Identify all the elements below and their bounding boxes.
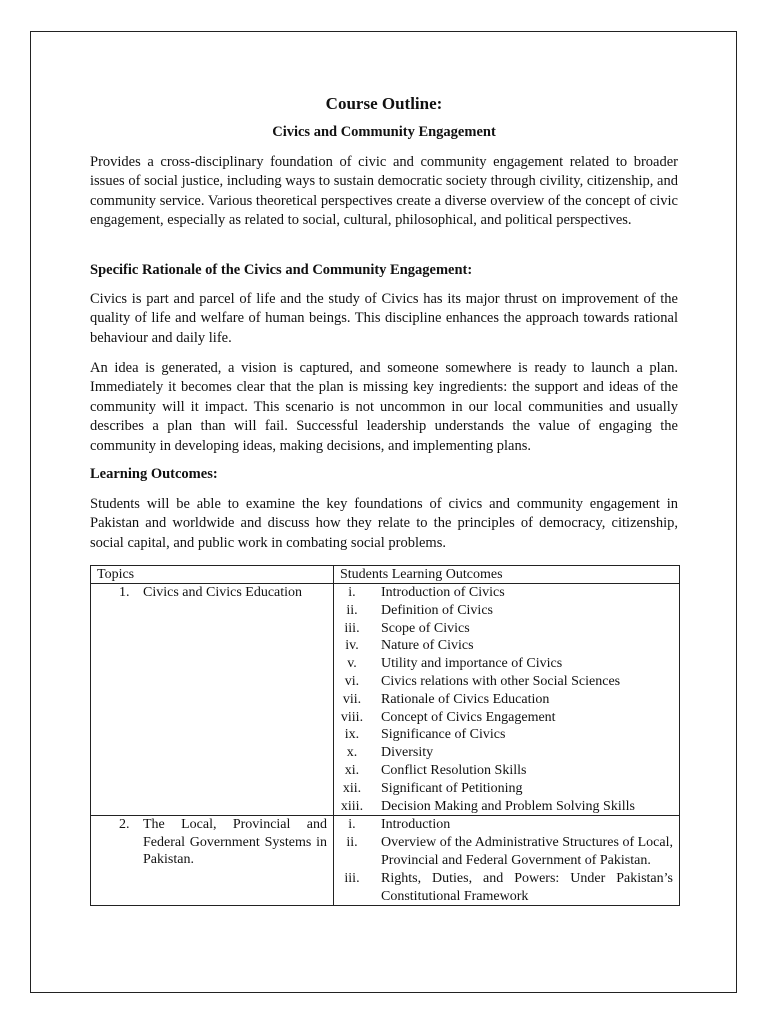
table-header-row xyxy=(91,566,680,584)
outcome-text: Conflict Resolution Skills xyxy=(381,762,527,778)
outcome-text: Concept of Civics Engagement xyxy=(381,709,556,725)
topic-entry xyxy=(91,584,333,602)
outcome-text: Utility and importance of Civics xyxy=(381,656,563,672)
header-outcomes: Students Learning Outcomes xyxy=(334,566,680,584)
outcome-item xyxy=(334,870,679,906)
topic-number: 2. xyxy=(119,817,130,833)
rationale-heading: Specific Rationale of the Civics and Community Engagement: xyxy=(90,262,473,278)
outcome-item xyxy=(334,637,679,655)
table-row xyxy=(91,816,680,906)
topic-cell xyxy=(91,584,334,816)
outcome-number: viii. xyxy=(340,709,364,725)
outcome-number: v. xyxy=(347,656,357,672)
outcome-text: Diversity xyxy=(381,745,434,761)
outcomes-cell xyxy=(334,816,680,906)
outcomes-table xyxy=(90,565,680,906)
topic-entry xyxy=(91,816,333,869)
outcome-number: xii. xyxy=(342,780,362,796)
outcome-text: Overview of the Administrative Structures of Local, Provincial and Federal Government of Pakistan. xyxy=(381,835,673,868)
outcome-item xyxy=(334,620,679,638)
outcome-item xyxy=(334,798,679,816)
topic-text: Civics and Civics Education xyxy=(143,585,303,600)
outcome-number: ii. xyxy=(346,602,358,618)
outcome-text: Civics relations with other Social Sciences xyxy=(381,673,621,689)
rationale-paragraph-1: Civics is part and parcel of life and the study of Civics has its major thrust on improvement of the quality of life and welfare of human beings. This discipline enhances the approach towards rational behaviour and daily life. xyxy=(90,291,678,346)
outcome-item xyxy=(334,655,679,673)
outcome-number: i. xyxy=(348,817,356,833)
outcome-item xyxy=(334,726,679,744)
outcome-item xyxy=(334,691,679,709)
outcome-number: x. xyxy=(346,745,358,761)
page-title: Course Outline: xyxy=(325,94,443,113)
outcome-text: Definition of Civics xyxy=(381,602,493,618)
outcome-text: Significance of Civics xyxy=(381,727,506,743)
outcome-text: Scope of Civics xyxy=(381,620,470,636)
outcome-item xyxy=(334,780,679,798)
outcome-text: Rights, Duties, and Powers: Under Pakistan’s Constitutional Framework xyxy=(381,870,673,904)
outcome-item xyxy=(334,602,679,620)
header-topics: Topics xyxy=(91,566,334,584)
outcome-text: Introduction of Civics xyxy=(381,585,505,600)
outcome-text: Significant of Petitioning xyxy=(381,780,523,796)
outcome-text: Decision Making and Problem Solving Skills xyxy=(381,798,635,814)
outcome-number: ix. xyxy=(344,727,360,743)
learning-outcomes-heading: Learning Outcomes: xyxy=(90,466,218,482)
learning-outcomes-paragraph: Students will be able to examine the key foundations of civics and community engagement in Pakistan and worldwide and discuss how they relate to the principles of democracy, citizenship, social capital, and public work in combating social problems. xyxy=(90,496,678,551)
outcome-item xyxy=(334,709,679,727)
outcomes-cell xyxy=(334,584,680,816)
topic-cell xyxy=(91,816,334,906)
outcome-number: i. xyxy=(348,585,356,600)
outcome-number: vi. xyxy=(344,673,360,689)
outcome-number: vii. xyxy=(342,691,362,707)
outcome-item xyxy=(334,744,679,762)
outcome-number: xi. xyxy=(344,762,360,778)
outcome-item xyxy=(334,673,679,691)
outcome-item xyxy=(334,816,679,834)
outcome-item xyxy=(334,834,679,870)
outcome-number: iv. xyxy=(345,638,359,654)
outcome-item xyxy=(334,584,679,602)
rationale-paragraph-2: An idea is generated, a vision is captured, and someone somewhere is ready to launch a plan. Immediately it becomes clear that the plan is missing key ingredients: the support and ideas of the community will it impact. This scenario is not uncommon in our local communities and usually describes a plan than will fail. Successful leadership understands the value of engaging the community in developing ideas, making decisions, and implementing plans. xyxy=(90,360,678,454)
outcome-text: Introduction xyxy=(381,817,451,833)
topic-text: The Local, Provincial and Federal Government Systems in Pakistan. xyxy=(143,817,327,868)
outcome-text: Nature of Civics xyxy=(381,638,474,654)
intro-paragraph: Provides a cross-disciplinary foundation of civic and community engagement related to broader issues of social justice, including ways to sustain democratic society through civility, citizenship, and community service. Various theoretical perspectives create a diverse overview of the concept of civic engagement, especially as related to social, cultural, philosophical, and political perspectives. xyxy=(90,154,678,229)
outcome-number: iii. xyxy=(344,620,360,636)
outcome-number: iii. xyxy=(344,870,360,886)
outcome-item xyxy=(334,762,679,780)
outcome-number: ii. xyxy=(346,835,358,851)
table-row xyxy=(91,584,680,816)
topic-number: 1. xyxy=(119,585,130,600)
outcome-number: xiii. xyxy=(340,798,364,814)
outcome-text: Rationale of Civics Education xyxy=(381,691,550,707)
course-subtitle: Civics and Community Engagement xyxy=(272,124,496,140)
